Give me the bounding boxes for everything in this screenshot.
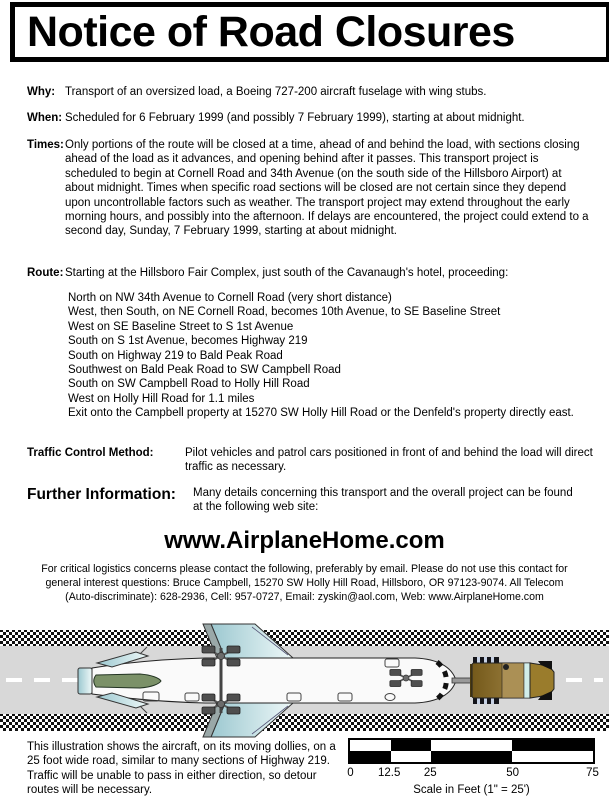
route-step: Southwest on Bald Peak Road to SW Campbell Road (68, 364, 341, 377)
route-label: Route: (27, 267, 64, 279)
scale-bar-group (347, 738, 599, 797)
road-shoulder-bottom (0, 714, 609, 731)
tow-bar (452, 678, 472, 683)
scale-tick: 75 (586, 767, 599, 779)
times-label: Times: (27, 139, 64, 151)
further-information-label: Further Information: (27, 486, 176, 503)
title-box (10, 2, 609, 62)
illustration-caption: This illustration shows the aircraft, on its moving dollies, on a 25 foot wide road, similar to many sections of Highway 219. Traffic will be unable to pass in either direction, so detour routes will be necessary. (27, 741, 336, 797)
section-traffic-control (27, 446, 593, 475)
why-label: Why: (27, 86, 56, 98)
scale-ticks (347, 766, 599, 781)
scale-tick: 12.5 (377, 767, 401, 779)
truck-exhaust (503, 664, 509, 670)
website-url: www.AirplaneHome.com (164, 527, 445, 554)
section-route (27, 266, 593, 280)
route-step: West on SE Baseline Street to S 1st Avenue (68, 320, 294, 333)
page-title: Notice of Road Closures (27, 7, 515, 56)
route-step: West, then South, on NE Cornell Road, becomes 10th Avenue, to SE Baseline Street (68, 306, 501, 319)
traffic-control-label: Traffic Control Method: (27, 447, 154, 459)
tow-truck (470, 657, 554, 704)
section-when (27, 111, 593, 125)
route-step: North on NW 34th Avenue to Cornell Road (very short distance) (68, 292, 392, 304)
times-text: Only portions of the route will be closed at a time, ahead of and behind the load, with sections closing ahead of the load as it advances, and opening behind after it passes. This transport project is scheduled to begin at Cornell Road and 34th Avenue (on the south side of the Hillsboro Airport) at about midnight. Times when specific road sections will be closed are not certain since they depend upon uncontrollable factors such as weather. The transport project may extend throughout the early morning hours, and possibly into the afternoon. If delays are encountered, the project could extend to a second day, Sunday, 7 February 1999, starting at about midnight. (65, 139, 589, 238)
aircraft-transport-illustration (0, 623, 609, 738)
route-step: South on Highway 219 to Bald Peak Road (68, 349, 283, 362)
scale-bar (348, 738, 595, 764)
when-text: Scheduled for 6 February 1999 (and possibly 7 February 1999), starting at about midnight. (65, 112, 525, 124)
when-label: When: (27, 112, 63, 124)
scale-tick: 0 (347, 767, 354, 779)
scale-tick: 25 (423, 767, 437, 779)
road-shoulder-top (0, 630, 609, 646)
contact-fine-print: For critical logistics concerns please contact the following, preferably by email. Please do not use this contact for general interest questions: Bruce Campbell, 15270 SW Holly Hill Road, Hillsboro, OR 97123-9074. All Telecom (Auto-discriminate): 628-2936, Cell: 957-0727, Email: zyskin@aol.com, Web: www.AirplaneHome.com (41, 563, 568, 603)
scale-caption: Scale in Feet (1" = 25') (413, 784, 530, 796)
traffic-control-text: Pilot vehicles and patrol cars positioned in front of and behind the load will direct traffic as necessary. (185, 447, 593, 474)
vertical-fin (94, 674, 161, 688)
scale-tick: 50 (506, 767, 520, 779)
route-step: Exit onto the Campbell property at 15270 SW Holly Hill Road or the Denfeld's property directly east. (68, 407, 574, 420)
section-why (27, 85, 593, 99)
why-text: Transport of an oversized load, a Boeing 727-200 aircraft fuselage with wing stubs. (65, 86, 487, 98)
route-step: South on SW Campbell Road to Holly Hill Road (68, 378, 310, 391)
route-step: West on Holly Hill Road for 1.1 miles (68, 392, 255, 405)
section-times (27, 138, 593, 239)
route-intro: Starting at the Hillsboro Fair Complex, just south of the Cavanaugh's hotel, proceeding: (65, 267, 509, 279)
route-step: South on S 1st Avenue, becomes Highway 219 (68, 335, 308, 348)
route-steps-list (68, 291, 594, 421)
further-information-text: Many details concerning this transport and the overall project can be found at the following web site: (193, 487, 573, 514)
tail-cone-cap (78, 668, 92, 694)
section-further-information (27, 486, 593, 515)
truck-windshield (524, 663, 530, 698)
